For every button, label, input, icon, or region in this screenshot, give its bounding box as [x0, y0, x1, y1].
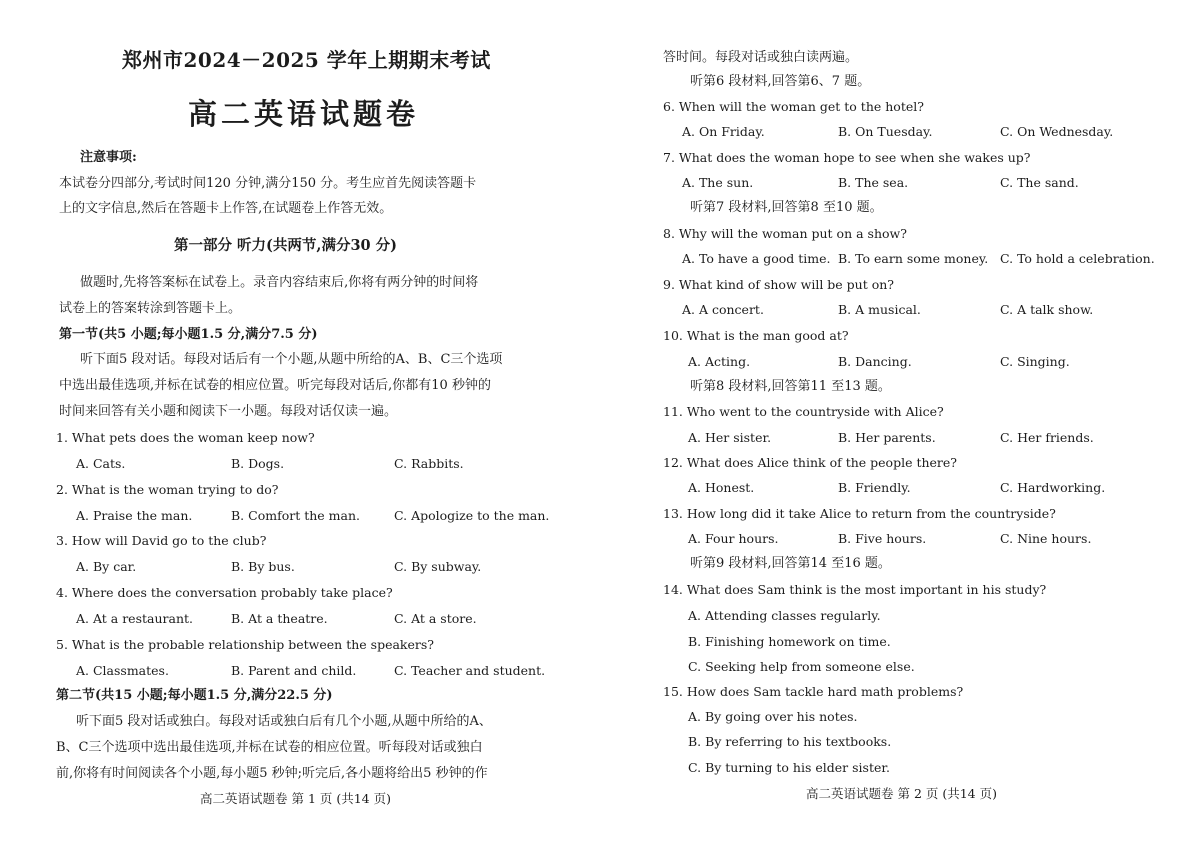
option-b: B. Comfort the man.	[231, 508, 360, 523]
question: 4. Where does the conversation probably take place?	[56, 585, 393, 600]
option-b: B. Dancing.	[838, 354, 912, 369]
section1-title: 第一节(共5 小题;每小题1.5 分,满分7.5 分)	[59, 327, 318, 342]
option-c: C. Seeking help from someone else.	[688, 659, 915, 674]
option-c: C. Rabbits.	[394, 456, 464, 471]
notice-line: 本试卷分四部分,考试时间120 分钟,满分150 分。考生应首先阅读答题卡	[59, 176, 477, 191]
option-b: B. Parent and child.	[231, 663, 357, 678]
option-c: C. A talk show.	[1000, 302, 1094, 317]
option-a: A. Four hours.	[688, 531, 779, 546]
option-a: A. Praise the man.	[76, 508, 193, 523]
question: 5. What is the probable relationship between the speakers?	[56, 637, 434, 652]
section1-intro: 听下面5 段对话。每段对话后有一个小题,从题中所给的A、B、C三个选项	[80, 352, 503, 367]
option-a: A. A concert.	[682, 302, 764, 317]
option-a: A. On Friday.	[682, 124, 765, 139]
option-b: B. Finishing homework on time.	[688, 634, 891, 649]
option-b: B. Five hours.	[838, 531, 927, 546]
option-a: A. Cats.	[76, 456, 126, 471]
question: 8. Why will the woman put on a show?	[663, 226, 907, 241]
section1-intro: 中选出最佳选项,并标在试卷的相应位置。听完每段对话后,你都有10 秒钟的	[59, 378, 491, 393]
option-c: C. On Wednesday.	[1000, 124, 1114, 139]
option-a: A. By car.	[76, 559, 137, 574]
section1-intro: 时间来回答有关小题和阅读下一小题。每段对话仅读一遍。	[59, 404, 398, 419]
page-footer: 高二英语试题卷 第 2 页 (共14 页)	[806, 786, 997, 801]
question: 10. What is the man good at?	[663, 328, 849, 343]
option-a: A. Her sister.	[688, 430, 772, 445]
option-a: A. To have a good time.	[682, 251, 831, 266]
option-b: B. On Tuesday.	[838, 124, 933, 139]
notice-line: 上的文字信息,然后在答题卡上作答,在试题卷上作答无效。	[59, 201, 393, 216]
option-c: C. At a store.	[394, 611, 477, 626]
option-b: B. To earn some money.	[838, 251, 989, 266]
option-a: A. At a restaurant.	[76, 611, 193, 626]
part1-intro: 做题时,先将答案标在试卷上。录音内容结束后,你将有两分钟的时间将	[80, 275, 479, 290]
option-c: C. Her friends.	[1000, 430, 1094, 445]
part1-intro: 试卷上的答案转涂到答题卡上。	[59, 301, 242, 316]
option-b: B. Friendly.	[838, 480, 911, 495]
section2-intro: B、C三个选项中选出最佳选项,并标在试卷的相应位置。听每段对话或独白	[56, 740, 483, 755]
part1-title: 第一部分 听力(共两节,满分30 分)	[174, 237, 398, 254]
exam-subtitle: 高二英语试题卷	[188, 97, 420, 131]
question: 15. How does Sam tackle hard math problems?	[663, 684, 964, 699]
section2-intro: 听下面5 段对话或独白。每段对话或独白后有几个小题,从题中所给的A、	[76, 714, 492, 729]
option-c: C. Hardworking.	[1000, 480, 1106, 495]
page-footer: 高二英语试题卷 第 1 页 (共14 页)	[200, 791, 391, 806]
option-b: B. Her parents.	[838, 430, 936, 445]
question: 7. What does the woman hope to see when she wakes up?	[663, 150, 1031, 165]
question: 1. What pets does the woman keep now?	[56, 430, 315, 445]
option-b: B. A musical.	[838, 302, 921, 317]
question: 3. How will David go to the club?	[56, 533, 267, 548]
option-a: A. The sun.	[682, 175, 754, 190]
question: 11. Who went to the countryside with Alice?	[663, 404, 944, 419]
section2-intro: 前,你将有时间阅读各个小题,每小题5 秒钟;听完后,各小题将给出5 秒钟的作	[56, 766, 488, 781]
question: 14. What does Sam think is the most important in his study?	[663, 582, 1047, 597]
option-c: C. By subway.	[394, 559, 482, 574]
option-c: C. Nine hours.	[1000, 531, 1092, 546]
option-a: A. Honest.	[688, 480, 755, 495]
option-b: B. Dogs.	[231, 456, 285, 471]
option-b: B. The sea.	[838, 175, 909, 190]
option-b: B. At a theatre.	[231, 611, 328, 626]
exam-title: 郑州市2024－2025 学年上期期末考试	[122, 48, 491, 72]
question: 9. What kind of show will be put on?	[663, 277, 894, 292]
question: 6. When will the woman get to the hotel?	[663, 99, 924, 114]
option-c: C. Teacher and student.	[394, 663, 546, 678]
material-heading: 听第6 段材料,回答第6、7 题。	[690, 74, 871, 89]
option-c: C. To hold a celebration.	[1000, 251, 1155, 266]
option-c: C. The sand.	[1000, 175, 1079, 190]
option-b: B. By referring to his textbooks.	[688, 734, 892, 749]
section2-title: 第二节(共15 小题;每小题1.5 分,满分22.5 分)	[56, 688, 333, 703]
exam-page-2	[600, 0, 1200, 849]
option-a: A. Acting.	[688, 354, 751, 369]
question: 2. What is the woman trying to do?	[56, 482, 279, 497]
option-a: A. By going over his notes.	[688, 709, 858, 724]
option-c: C. By turning to his elder sister.	[688, 760, 890, 775]
question: 12. What does Alice think of the people there?	[663, 455, 957, 470]
continued-line: 答时间。每段对话或独白读两遍。	[663, 50, 859, 65]
option-b: B. By bus.	[231, 559, 295, 574]
option-c: C. Apologize to the man.	[394, 508, 550, 523]
material-heading: 听第9 段材料,回答第14 至16 题。	[690, 556, 891, 571]
option-a: A. Classmates.	[76, 663, 169, 678]
question: 13. How long did it take Alice to return from the countryside?	[663, 506, 1056, 521]
option-a: A. Attending classes regularly.	[688, 608, 881, 623]
notice-heading: 注意事项:	[80, 150, 137, 165]
material-heading: 听第7 段材料,回答第8 至10 题。	[690, 200, 883, 215]
option-c: C. Singing.	[1000, 354, 1070, 369]
material-heading: 听第8 段材料,回答第11 至13 题。	[690, 379, 891, 394]
